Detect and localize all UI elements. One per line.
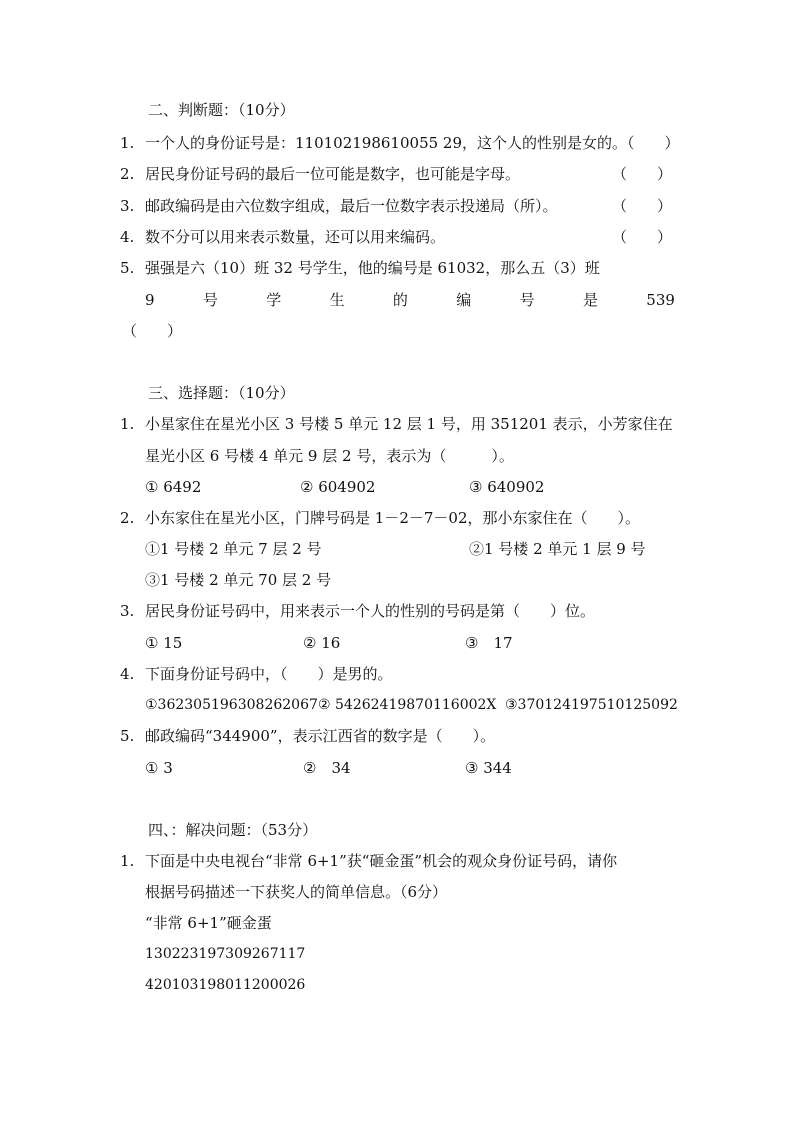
s2-item5-blank[interactable]: （ ） — [122, 322, 183, 340]
s2-item3-text: 邮政编码是由六位数字组成，最后一位数字表示投递局（所）。 — [145, 197, 558, 215]
s2-item4-number: 4. — [120, 228, 135, 246]
s2-item4-text: 数不分可以用来表示数量，还可以用来编码。 — [145, 228, 446, 246]
s3-q3-option-a[interactable]: ① 15 — [145, 634, 183, 652]
s3-q5-option-b[interactable]: ② 34 — [303, 759, 351, 777]
s3-q1-line2: 星光小区 6 号楼 4 单元 9 层 2 号，表示为（ ）。 — [145, 447, 514, 465]
s2-item5-word: 号 — [519, 291, 535, 309]
s2-item5-word: 是 — [582, 291, 598, 309]
s4-id-number-1: 130223197309267117 — [145, 946, 306, 962]
s2-item4-blank[interactable]: （ ） — [612, 228, 673, 246]
s4-label: “非常 6+1”砸金蛋 — [145, 914, 272, 932]
s2-item5-word: 编 — [456, 291, 472, 309]
s3-q2-option-c[interactable]: ③1 号楼 2 单元 70 层 2 号 — [145, 571, 332, 589]
s2-item5-word: 号 — [202, 291, 218, 309]
s4-q1-line2: 根据号码描述一下获奖人的简单信息。（6分） — [145, 883, 448, 901]
s3-q5-number: 5. — [120, 727, 135, 745]
s3-q2-option-b[interactable]: ②1 号楼 2 单元 1 层 9 号 — [469, 540, 646, 558]
s2-item5-justified-line — [145, 290, 675, 310]
section3-heading: 三、选择题：（10分） — [148, 384, 295, 402]
s3-q3-line1: 居民身份证号码中，用来表示一个人的性别的号码是第（ ）位。 — [145, 602, 596, 620]
s2-item5-word: 9 — [145, 291, 155, 309]
s4-q1-line1: 下面是中央电视台“非常 6+1”获“砸金蛋”机会的观众身份证号码，请你 — [145, 852, 618, 870]
s2-item2-blank[interactable]: （ ） — [612, 165, 673, 183]
s4-q1-number: 1. — [120, 852, 135, 870]
s2-item1-text: 一个人的身份证号是：110102198610055 29，这个人的性别是女的。（ ） — [145, 134, 680, 152]
s3-q5-line1: 邮政编码“344900”，表示江西省的数字是（ ）。 — [145, 727, 496, 745]
s2-item1-number: 1. — [120, 134, 135, 152]
s3-q3-number: 3. — [120, 602, 135, 620]
s2-item2-text: 居民身份证号码的最后一位可能是数字，也可能是字母。 — [145, 165, 521, 183]
s4-id-number-2: 420103198011200026 — [145, 977, 306, 993]
s3-q1-number: 1. — [120, 415, 135, 433]
s3-q1-option-c[interactable]: ③ 640902 — [469, 478, 545, 496]
s2-item5-number: 5. — [120, 259, 135, 277]
s3-q2-number: 2. — [120, 509, 135, 527]
s3-q4-option-c[interactable]: ③370124197510125092 — [505, 697, 678, 713]
s3-q4-number: 4. — [120, 665, 135, 683]
s3-q2-line1: 小东家住在星光小区，门牌号码是 1－2－7－02，那小东家住在（ ）。 — [145, 509, 640, 527]
section4-heading: 四、：解决问题：（53分） — [148, 821, 318, 839]
s2-item5-word: 生 — [329, 291, 345, 309]
s3-q4-option-a[interactable]: ①362305196308262067 — [145, 697, 318, 713]
s2-item5-word: 539 — [646, 291, 675, 309]
s3-q3-option-c[interactable]: ③ 17 — [465, 634, 513, 652]
s2-item3-blank[interactable]: （ ） — [612, 197, 673, 215]
s2-item3-number: 3. — [120, 197, 135, 215]
s3-q4-option-b[interactable]: ② 54262419870116002X — [318, 697, 497, 713]
s3-q5-option-a[interactable]: ① 3 — [145, 759, 173, 777]
s2-item5-word: 的 — [392, 291, 408, 309]
s3-q1-line1: 小星家住在星光小区 3 号楼 5 单元 12 层 1 号，用 351201 表示，小芳家住在 — [145, 415, 673, 433]
section2-heading: 二、判断题：（10分） — [148, 101, 295, 119]
s3-q3-option-b[interactable]: ② 16 — [303, 634, 341, 652]
s3-q1-option-b[interactable]: ② 604902 — [300, 478, 376, 496]
s3-q2-option-a[interactable]: ①1 号楼 2 单元 7 层 2 号 — [145, 540, 322, 558]
s2-item5-word: 学 — [266, 291, 282, 309]
s3-q1-option-a[interactable]: ① 6492 — [145, 478, 202, 496]
s3-q5-option-c[interactable]: ③ 344 — [465, 759, 512, 777]
s3-q4-line1: 下面身份证号码中，（ ）是男的。 — [145, 665, 393, 683]
s2-item5-text: 强强是六（10）班 32 号学生，他的编号是 61032，那么五（3）班 — [145, 259, 600, 277]
s2-item2-number: 2. — [120, 165, 135, 183]
